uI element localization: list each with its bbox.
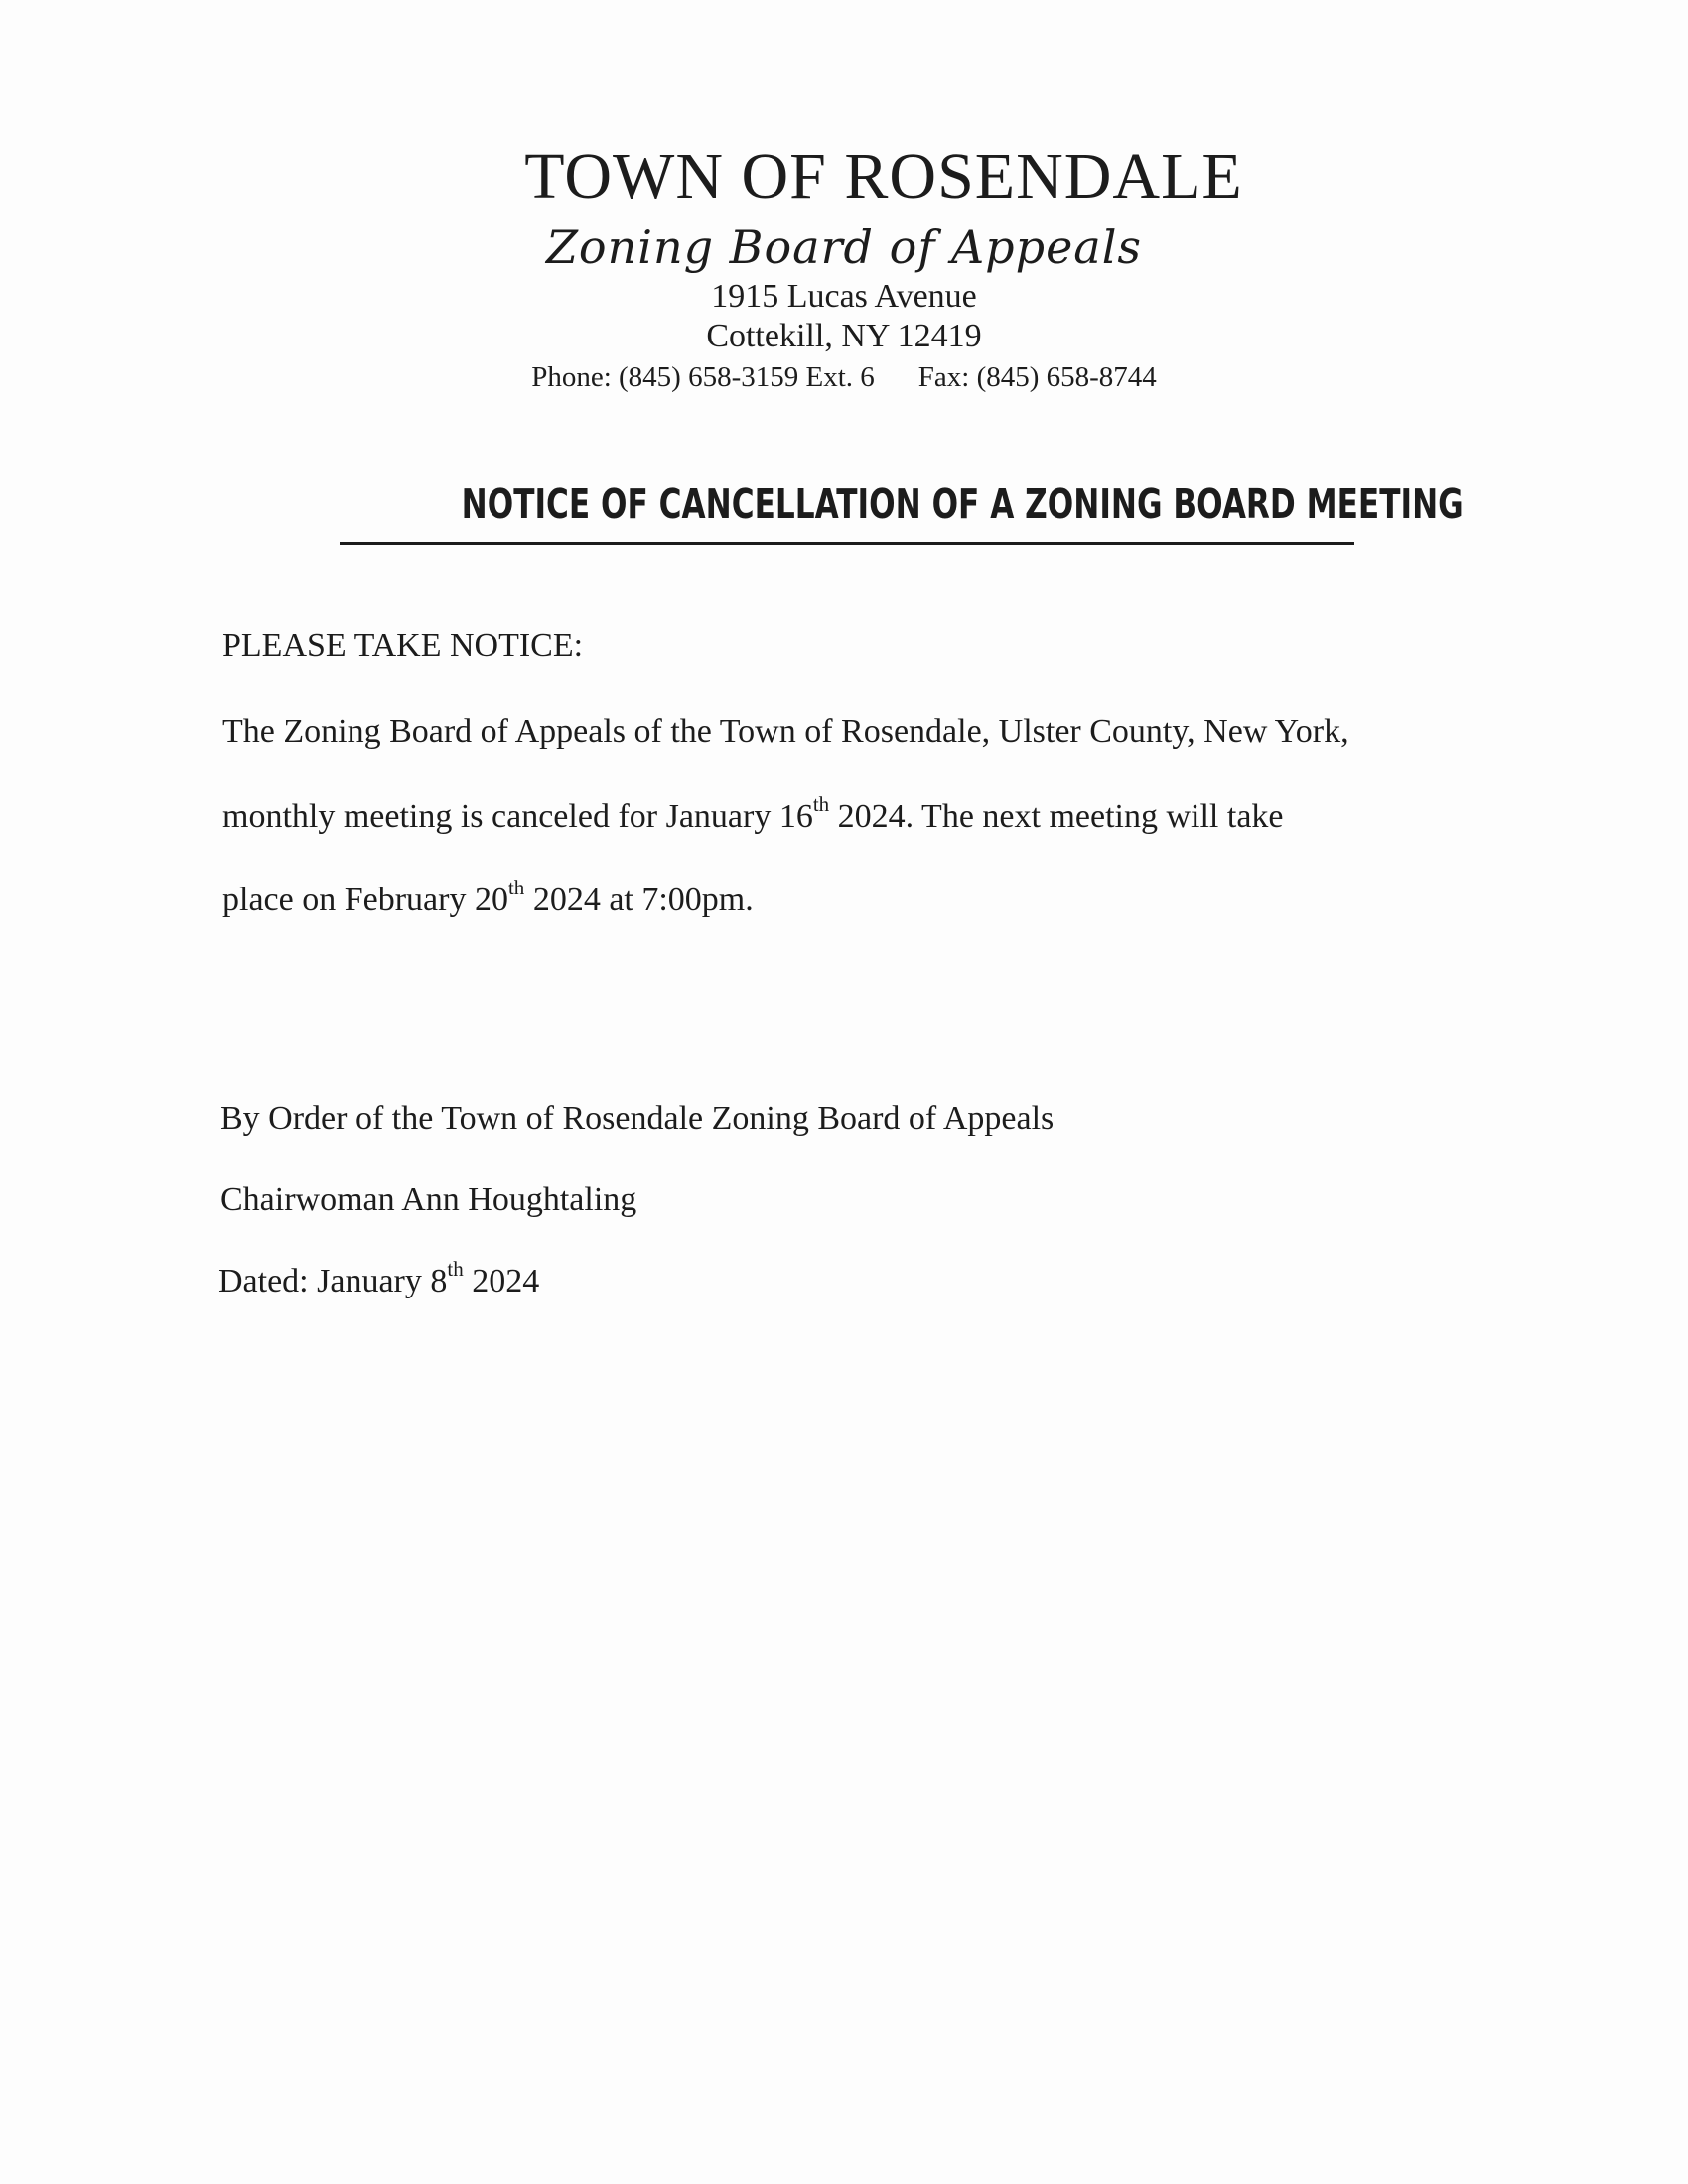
by-order-line: By Order of the Town of Rosendale Zoning Board of Appeals — [220, 1100, 1055, 1137]
board-name: Zoning Board of Appeals — [545, 220, 1143, 274]
dated-line — [218, 1257, 540, 1300]
town-name: TOWN OF ROSENDALE — [524, 140, 1243, 212]
take-notice-heading: PLEASE TAKE NOTICE: — [222, 627, 584, 664]
phone-number: Phone: (845) 658-3159 Ext. 6 — [531, 361, 875, 393]
notice-line-2-end: 2024. The next meeting will take — [829, 798, 1284, 835]
dated-end: 2024 — [463, 1263, 540, 1299]
notice-line-3-start: place on February 20 — [222, 882, 508, 918]
notice-line-2-start: monthly meeting is canceled for January 16 — [222, 798, 813, 835]
chairwoman-line: Chairwoman Ann Houghtaling — [220, 1181, 637, 1218]
ordinal-suffix: th — [812, 792, 830, 816]
notice-line-1: The Zoning Board of Appeals of the Town of Rosendale, Ulster County, New York, — [222, 713, 1349, 750]
ordinal-suffix: th — [447, 1257, 464, 1281]
ordinal-suffix: th — [507, 876, 525, 899]
city-state-zip: Cottekill, NY 12419 — [706, 318, 982, 354]
title-underline — [340, 542, 1354, 545]
dated-start: Dated: January 8 — [218, 1263, 448, 1299]
notice-line-2 — [222, 792, 1284, 836]
notice-line-3 — [222, 876, 754, 919]
fax-number: Fax: (845) 658-8744 — [917, 361, 1157, 393]
contact-line — [0, 361, 1688, 394]
street-address: 1915 Lucas Avenue — [711, 278, 977, 315]
notice-line-3-end: 2024 at 7:00pm. — [524, 882, 754, 918]
notice-title: NOTICE OF CANCELLATION OF A ZONING BOARD MEETING — [461, 480, 1464, 528]
